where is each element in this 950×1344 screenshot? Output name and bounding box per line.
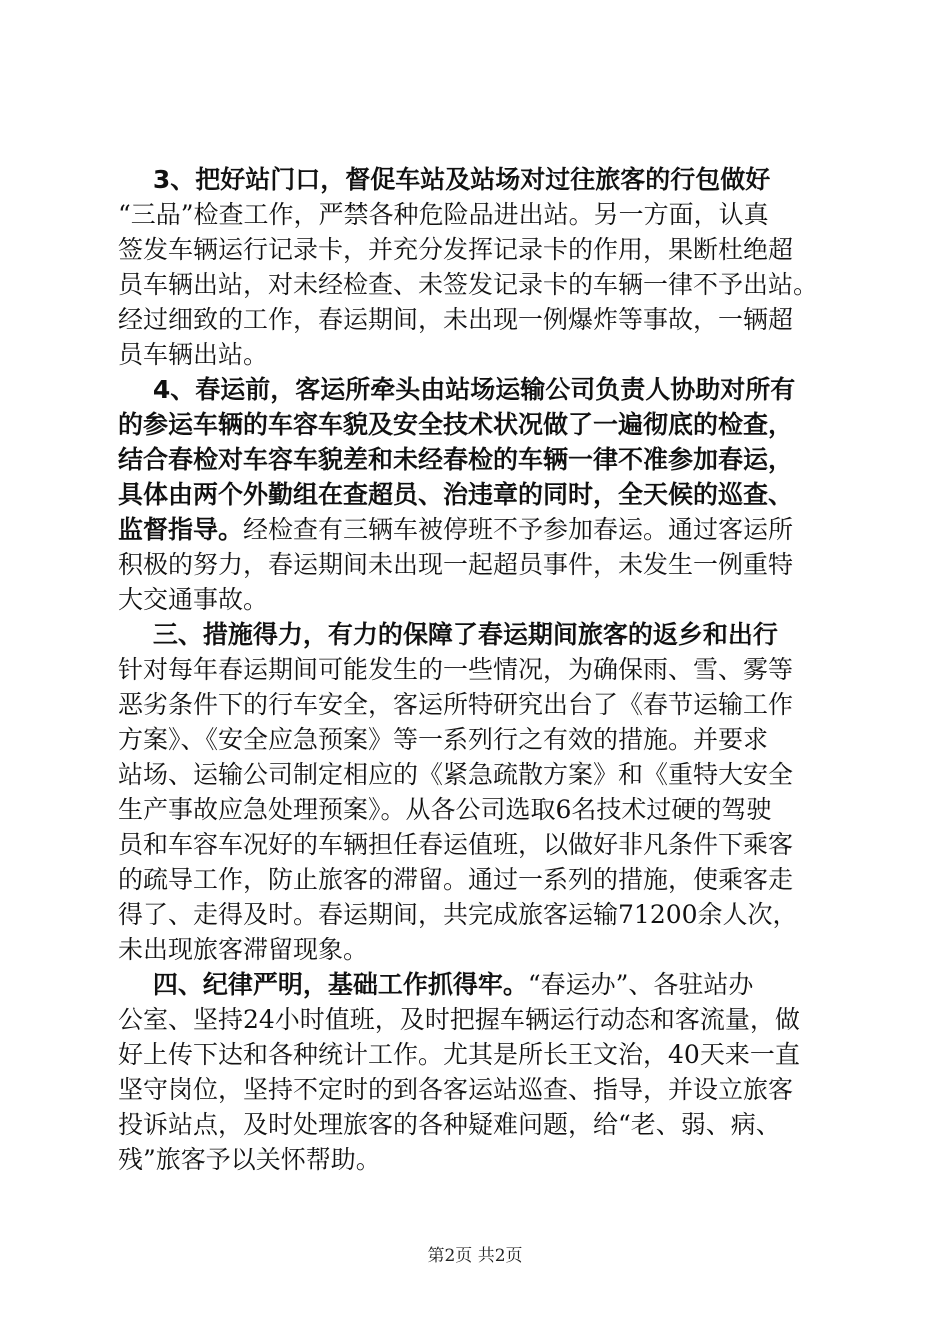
text-line: 员车辆出站。 — [118, 340, 269, 369]
text-line: 生产事故应急处理预案》。从各公司选取6名技术过硬的驾驶 — [118, 795, 772, 824]
text-line: 的参运车辆的车容车貌及安全技术状况做了一遍彻底的检查， — [118, 410, 794, 439]
text-line: 结合春检对车容车貌差和未经春检的车辆一律不准参加春运， — [118, 445, 794, 474]
text-line: 具体由两个外勤组在查超员、治违章的同时，全天候的巡查、 — [118, 480, 794, 509]
text-line — [118, 967, 848, 1002]
text-line-bold-part: 监督指导。 — [118, 515, 244, 544]
text-line: 签发车辆运行记录卡，并充分发挥记录卡的作用，果断杜绝超 — [118, 235, 794, 264]
text-line: “三品”检查工作，严禁各种危险品进出站。另一方面，认真 — [118, 200, 769, 229]
page-footer: 第2页 共2页 — [427, 1246, 523, 1266]
text-line: 公室、坚持24小时值班，及时把握车辆运行动态和客流量，做 — [118, 1005, 800, 1034]
text-line: 大交通事故。 — [118, 585, 269, 614]
text-line: 得了、走得及时。春运期间，共完成旅客运输71200余人次， — [118, 900, 798, 929]
text-line: 员车辆出站，对未经检查、未签发记录卡的车辆一律不予出站。 — [118, 270, 819, 299]
text-line: 好上传下达和各种统计工作。尤其是所长王文治，40天来一直 — [118, 1040, 800, 1069]
text-line: 未出现旅客滞留现象。 — [118, 935, 369, 964]
text-line: 残”旅客予以关怀帮助。 — [118, 1145, 381, 1174]
text-line: 三、措施得力，有力的保障了春运期间旅客的返乡和出行 — [118, 620, 778, 649]
text-line: 针对每年春运期间可能发生的一些情况，为确保雨、雪、雾等 — [118, 655, 794, 684]
text-line — [118, 512, 848, 547]
text-line: 经过细致的工作，春运期间，未出现一例爆炸等事故，一辆超 — [118, 305, 794, 334]
text-line: 恶劣条件下的行车安全，客运所特研究出台了《春节运输工作 — [118, 690, 794, 719]
text-line: 3、把好站门口，督促车站及站场对过往旅客的行包做好 — [118, 165, 771, 194]
document-body — [118, 162, 848, 1177]
text-line: 站场、运输公司制定相应的《紧急疏散方案》和《重特大安全 — [118, 760, 794, 789]
text-line: 员和车容车况好的车辆担任春运值班，以做好非凡条件下乘客 — [118, 830, 794, 859]
text-line: 投诉站点，及时处理旅客的各种疑难问题，给“老、弱、病、 — [118, 1110, 781, 1139]
text-line-regular-part: 经检查有三辆车被停班不予参加春运。通过客运所 — [243, 515, 794, 544]
text-line: 的疏导工作，防止旅客的滞留。通过一系列的措施，使乘客走 — [118, 865, 794, 894]
text-line: 积极的努力，春运期间未出现一起超员事件，未发生一例重特 — [118, 550, 794, 579]
text-line-regular-part: “春运办”、各驻站办 — [527, 970, 754, 999]
text-line: 坚守岗位，坚持不定时的到各客运站巡查、指导，并设立旅客 — [118, 1075, 794, 1104]
text-line: 方案》、《安全应急预案》等一系列行之有效的措施。并要求 — [118, 725, 769, 754]
text-line: 4、春运前，客运所牵头由站场运输公司负责人协助对所有 — [118, 375, 796, 404]
text-line-bold-part: 四、纪律严明，基础工作抓得牢。 — [118, 970, 528, 999]
